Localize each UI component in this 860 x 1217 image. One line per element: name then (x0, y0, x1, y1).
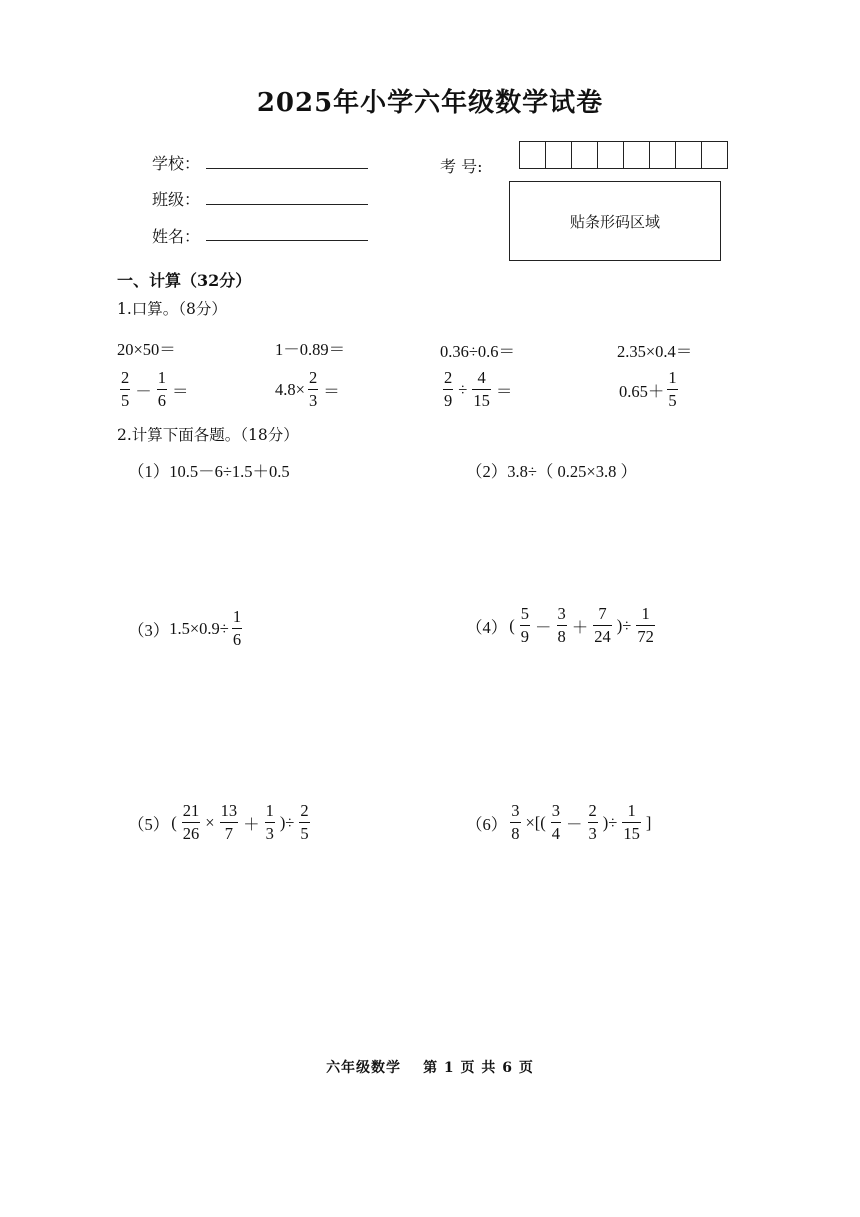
exam-number-box[interactable] (702, 141, 728, 169)
exam-number-boxes[interactable] (519, 141, 728, 169)
fraction: $\frac{1}{6}$ (232, 607, 242, 649)
oral-item-3: 0.36÷0.6＝ (440, 342, 516, 361)
fraction: $\frac{2}{5}$ (300, 801, 309, 843)
footer-subject: 六年级数学 (326, 1060, 402, 1076)
fraction: $\frac{3}{8}$ (511, 801, 520, 843)
exam-number-box[interactable] (598, 141, 624, 169)
exam-number-box[interactable] (572, 141, 598, 169)
oral-item-7: $\frac{2}{9}$ ÷ $\frac{4}{15}$ ＝ (444, 368, 513, 410)
barcode-area-label: 贴条形码区域 (569, 212, 660, 231)
fraction: $\frac{1}{15}$ (623, 801, 640, 843)
school-field[interactable] (206, 168, 368, 169)
exam-number-box[interactable] (546, 141, 572, 169)
footer-page-number: 第 1 页 共 6 页 (423, 1060, 534, 1076)
class-label: 班级： (152, 190, 201, 209)
name-label: 姓名： (152, 227, 201, 246)
fraction: $\frac{3}{4}$ (551, 801, 561, 843)
question-6: （6） $\frac{3}{8}$ ×[( $\frac{3}{4}$ － $\frac{2}{3}$ )÷ $\frac{1}{15}$ ] (466, 801, 652, 843)
section-heading: 一、计算（32分） (117, 271, 252, 290)
barcode-area (509, 181, 721, 261)
oral-item-5: $\frac{2}{5}$ － $\frac{1}{6}$ ＝ (121, 368, 189, 410)
question-4: （4） ( $\frac{5}{9}$ － $\frac{3}{8}$ ＋ $\frac{7}{24}$ )÷ $\frac{1}{72}$ (466, 604, 654, 646)
question-1: （1） 10.5－6÷1.5＋0.5 (128, 462, 290, 481)
fraction: $\frac{1}{72}$ (637, 604, 654, 646)
fraction: $\frac{5}{9}$ (520, 604, 529, 646)
oral-item-1: 20×50＝ (117, 340, 176, 359)
exam-number-box[interactable] (624, 141, 650, 169)
fraction: $\frac{2}{9}$ (444, 368, 453, 410)
fraction: $\frac{2}{3}$ (308, 368, 318, 410)
exam-number-label: 考 号: (440, 157, 483, 176)
fraction: $\frac{1}{3}$ (265, 801, 274, 843)
question-3: （3） 1.5×0.9÷ $\frac{1}{6}$ (128, 607, 242, 649)
fraction: $\frac{1}{5}$ (668, 368, 677, 410)
question-2: （2） 3.8÷（ 0.25×3.8 ） (466, 462, 637, 481)
oral-item-6: 4.8× $\frac{2}{3}$ ＝ (275, 368, 340, 410)
fraction: $\frac{13}{7}$ (220, 801, 238, 843)
name-field[interactable] (206, 240, 368, 241)
school-label: 学校： (152, 154, 201, 173)
fraction: $\frac{4}{15}$ (473, 368, 490, 410)
fraction: $\frac{3}{8}$ (557, 604, 566, 646)
part2-heading: 2.计算下面各题。（18分） (117, 426, 299, 444)
question-5: （5） ( $\frac{21}{26}$ × $\frac{13}{7}$ ＋ $\frac{1}{3}$ )÷ $\frac{2}{5}$ (128, 801, 309, 843)
fraction: $\frac{21}{26}$ (182, 801, 200, 843)
fraction: $\frac{2}{5}$ (121, 368, 130, 410)
class-field[interactable] (206, 204, 368, 205)
exam-number-box[interactable] (676, 141, 702, 169)
fraction: $\frac{2}{3}$ (588, 801, 597, 843)
exam-number-box[interactable] (650, 141, 676, 169)
part1-heading: 1.口算。（8分） (117, 300, 227, 318)
page-title: 2025年小学六年级数学试卷 (256, 88, 604, 118)
oral-item-4: 2.35×0.4＝ (617, 342, 693, 361)
fraction: $\frac{7}{24}$ (594, 604, 611, 646)
exam-number-box[interactable] (519, 141, 546, 169)
oral-item-2: 1－0.89＝ (275, 340, 346, 359)
oral-item-8: 0.65＋ $\frac{1}{5}$ (619, 368, 677, 410)
page-footer (0, 1057, 860, 1077)
fraction: $\frac{1}{6}$ (157, 368, 166, 410)
